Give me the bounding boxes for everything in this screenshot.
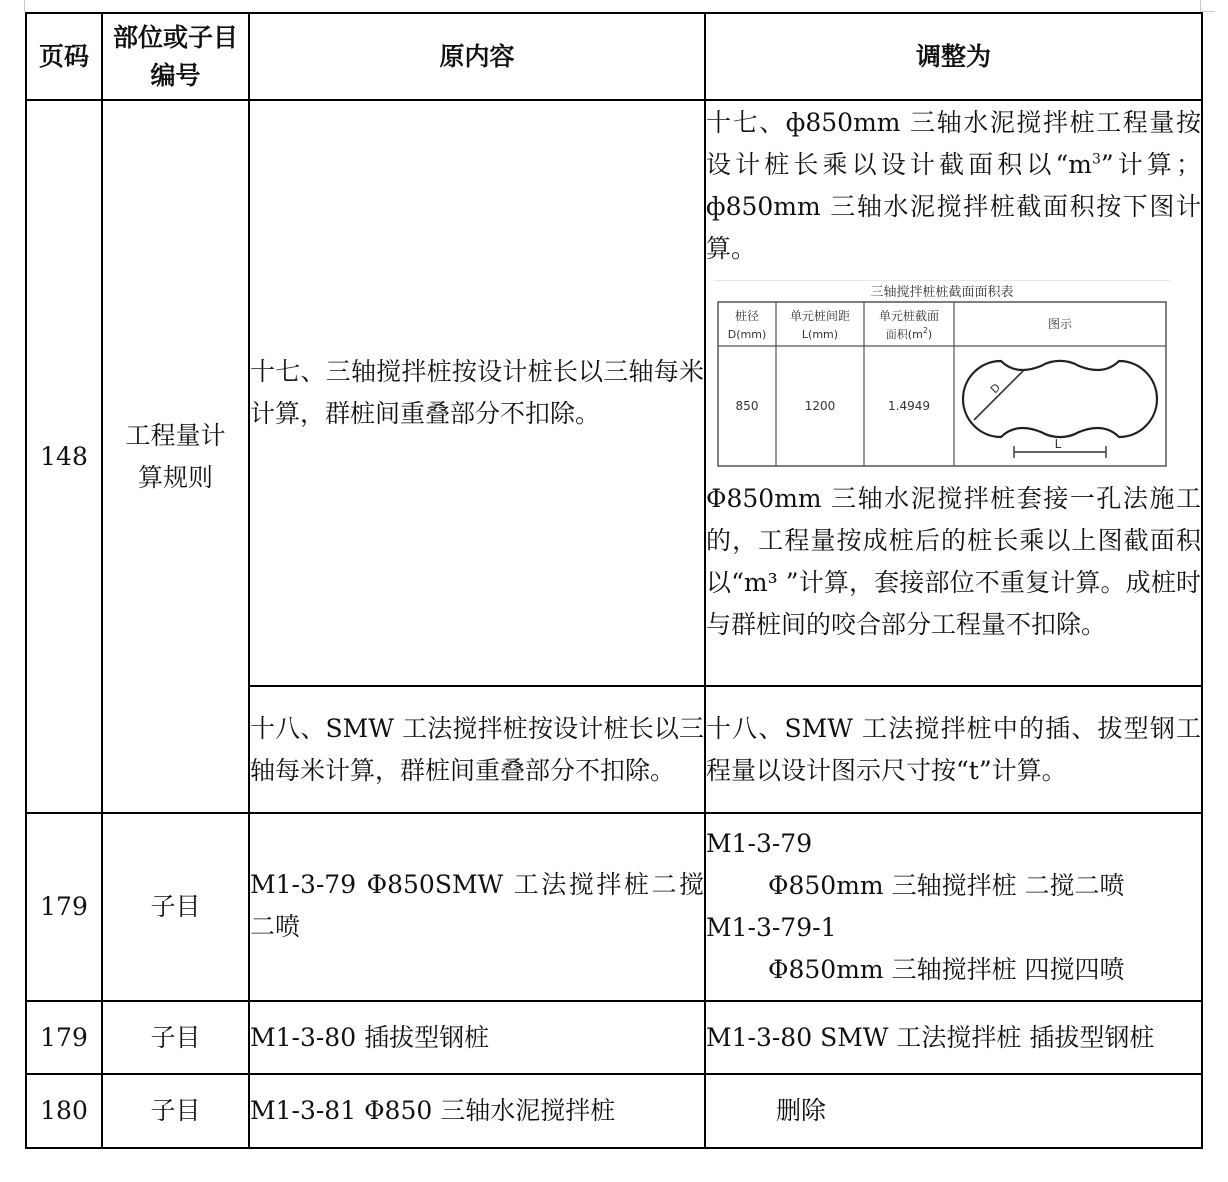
adjusted-text-1a: 十七、ф850mm 三轴水泥搅拌桩工程量按设计桩长乘以设计截面积以“m	[706, 108, 1201, 179]
item-desc-2: Φ850mm 三轴搅拌桩 四搅四喷	[768, 955, 1125, 984]
page-number-cell: 180	[26, 1074, 102, 1148]
header-original: 原内容	[249, 13, 705, 100]
page-number-cell: 148	[26, 100, 102, 813]
adjusted-paragraph-2: Φ850mm 三轴水泥搅拌桩套接一孔法施工的，工程量按成桩后的桩长乘以上图截面积以“m³ ”计算，套接部位不重复计算。成桩时与群桩间的咬合部分工程量不扣除。	[706, 484, 1201, 639]
col-area-unit-c: )	[927, 328, 933, 341]
item-code-1: M1-3-79	[706, 829, 813, 858]
part-cell: 子目	[102, 813, 249, 1001]
header-page: 页码	[26, 13, 102, 100]
adjusted-text-1b: ”计算；ф850mm 三轴水泥搅拌桩截面积按下图计算。	[706, 150, 1201, 263]
adjusted-cell	[705, 1074, 1202, 1148]
value-area: 1.4949	[888, 399, 930, 413]
header-adjusted: 调整为	[705, 13, 1202, 100]
col-area-unit	[886, 326, 932, 341]
item-desc-1: Φ850mm 三轴搅拌桩 二搅二喷	[768, 871, 1125, 900]
three-circle-outline	[963, 361, 1157, 437]
adjusted-text: 删除	[776, 1096, 827, 1125]
original-text: 十八、SMW 工法搅拌桩按设计桩长以三轴每米计算，群桩间重叠部分不扣除。	[250, 713, 704, 785]
figure-title: 三轴搅拌桩桩截面面积表	[870, 285, 1014, 300]
col-spacing-label: 单元桩间距	[789, 309, 851, 323]
pile-section-figure	[714, 280, 1170, 472]
adjusted-cell	[705, 100, 1202, 686]
part-cell	[102, 100, 249, 813]
adjusted-paragraph-1	[706, 102, 1201, 270]
original-cell: M1-3-81 Φ850 三轴水泥搅拌桩	[249, 1074, 705, 1148]
page-corner-mark-right-h	[1201, 11, 1215, 12]
table-row	[26, 100, 1202, 686]
pile-section-table	[714, 280, 1170, 472]
page-number-cell: 179	[26, 813, 102, 1001]
adjusted-cell: M1-3-80 SMW 工法搅拌桩 插拔型钢桩	[705, 1001, 1202, 1074]
page-number-cell: 179	[26, 1001, 102, 1074]
part-cell: 子目	[102, 1001, 249, 1074]
adjusted-text: 十八、SMW 工法搅拌桩中的插、拔型钢工程量以设计图示尺寸按“t”计算。	[706, 713, 1201, 785]
original-cell	[249, 100, 705, 686]
diameter-label: D	[987, 380, 1004, 397]
original-cell	[249, 813, 705, 1001]
item-code-2: M1-3-79-1	[706, 913, 837, 942]
adjustment-table	[25, 12, 1203, 1149]
part-label: 工程量计算规则	[125, 420, 226, 492]
original-text: 十七、三轴搅拌桩按设计桩长以三轴每米计算，群桩间重叠部分不扣除。	[250, 357, 704, 428]
diameter-line	[974, 370, 1024, 420]
table-row	[26, 1074, 1202, 1148]
table-row	[26, 813, 1202, 1001]
adjusted-cell	[705, 686, 1202, 813]
spacing-label: L	[1054, 437, 1062, 451]
value-diameter: 850	[735, 399, 759, 413]
original-cell	[249, 686, 705, 813]
value-spacing: 1200	[804, 399, 836, 413]
superscript-3: 3	[1091, 151, 1101, 168]
col-area-label: 单元桩截面	[878, 309, 940, 323]
header-part	[102, 13, 249, 100]
part-cell: 子目	[102, 1074, 249, 1148]
adjusted-cell	[705, 813, 1202, 1001]
col-diameter-label: 桩径	[734, 309, 760, 323]
header-row	[26, 13, 1202, 100]
original-text: M1-3-79 Φ850SMW 工法搅拌桩二搅二喷	[250, 870, 704, 941]
col-spacing-unit: L(mm)	[801, 328, 839, 341]
original-cell: M1-3-80 插拔型钢桩	[249, 1001, 705, 1074]
col-area-unit-a: 面积(m	[885, 328, 923, 341]
table-row	[26, 1001, 1202, 1074]
col-diagram-label: 图示	[1047, 317, 1073, 331]
col-area-unit-sup: 2	[922, 326, 928, 335]
page-corner-mark-left	[24, 0, 25, 12]
header-part-label: 部位或子目编号	[113, 22, 239, 90]
col-diameter-unit: D(mm)	[727, 328, 767, 341]
